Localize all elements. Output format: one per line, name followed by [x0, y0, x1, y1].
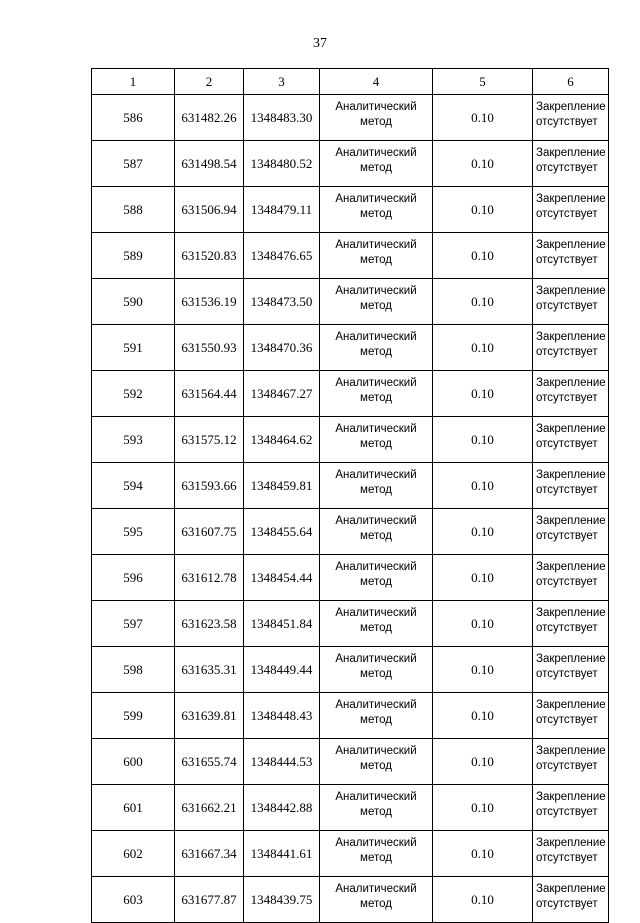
note-cell [533, 279, 609, 325]
column-header-1: 1 [92, 69, 175, 95]
method-cell-line: метод [360, 162, 392, 174]
note-cell-line: отсутствует [536, 622, 598, 634]
accuracy-cell: 0.10 [433, 95, 533, 141]
x-coordinate-cell: 631655.74 [175, 739, 244, 785]
table-row [92, 509, 609, 555]
x-coordinate-cell: 631639.81 [175, 693, 244, 739]
x-coordinate-cell: 631564.44 [175, 371, 244, 417]
method-cell [320, 877, 433, 923]
y-coordinate-cell: 1348454.44 [244, 555, 320, 601]
method-cell-line: Аналитический [335, 331, 417, 343]
note-cell [533, 647, 609, 693]
table-row [92, 877, 609, 923]
table-row [92, 601, 609, 647]
note-cell-line: отсутствует [536, 208, 598, 220]
method-cell-line: метод [360, 484, 392, 496]
note-cell-line: Закрепление [536, 515, 606, 527]
method-cell-line: метод [360, 852, 392, 864]
method-cell [320, 279, 433, 325]
method-cell-line: метод [360, 346, 392, 358]
method-cell [320, 785, 433, 831]
table-row [92, 233, 609, 279]
method-cell-line: Аналитический [335, 239, 417, 251]
method-cell-line: Аналитический [335, 791, 417, 803]
point-number-cell: 594 [92, 463, 175, 509]
note-cell-line: отсутствует [536, 530, 598, 542]
method-cell-line: Аналитический [335, 193, 417, 205]
accuracy-cell: 0.10 [433, 187, 533, 233]
x-coordinate-cell: 631612.78 [175, 555, 244, 601]
note-cell-line: Закрепление [536, 331, 606, 343]
x-coordinate-cell: 631667.34 [175, 831, 244, 877]
x-coordinate-cell: 631593.66 [175, 463, 244, 509]
method-cell-line: Аналитический [335, 377, 417, 389]
x-coordinate-cell: 631550.93 [175, 325, 244, 371]
note-cell-line: Закрепление [536, 469, 606, 481]
table-row [92, 555, 609, 601]
note-cell [533, 141, 609, 187]
coordinates-table [91, 68, 609, 923]
point-number-cell: 587 [92, 141, 175, 187]
y-coordinate-cell: 1348442.88 [244, 785, 320, 831]
method-cell-line: метод [360, 208, 392, 220]
note-cell-line: отсутствует [536, 484, 598, 496]
note-cell [533, 233, 609, 279]
point-number-cell: 590 [92, 279, 175, 325]
method-cell-line: метод [360, 392, 392, 404]
method-cell [320, 187, 433, 233]
accuracy-cell: 0.10 [433, 647, 533, 693]
column-header-2: 2 [175, 69, 244, 95]
method-cell-line: Аналитический [335, 837, 417, 849]
method-cell [320, 325, 433, 371]
note-cell [533, 601, 609, 647]
y-coordinate-cell: 1348464.62 [244, 417, 320, 463]
table-row [92, 417, 609, 463]
note-cell-line: Закрепление [536, 699, 606, 711]
note-cell [533, 877, 609, 923]
note-cell-line: Закрепление [536, 561, 606, 573]
method-cell-line: метод [360, 300, 392, 312]
method-cell-line: Аналитический [335, 653, 417, 665]
y-coordinate-cell: 1348444.53 [244, 739, 320, 785]
note-cell-line: отсутствует [536, 300, 598, 312]
note-cell [533, 785, 609, 831]
column-header-5: 5 [433, 69, 533, 95]
point-number-cell: 598 [92, 647, 175, 693]
note-cell-line: Закрепление [536, 193, 606, 205]
method-cell [320, 95, 433, 141]
point-number-cell: 597 [92, 601, 175, 647]
y-coordinate-cell: 1348451.84 [244, 601, 320, 647]
method-cell-line: метод [360, 576, 392, 588]
note-cell-line: Закрепление [536, 101, 606, 113]
point-number-cell: 600 [92, 739, 175, 785]
point-number-cell: 599 [92, 693, 175, 739]
table-row [92, 371, 609, 417]
note-cell-line: отсутствует [536, 346, 598, 358]
x-coordinate-cell: 631536.19 [175, 279, 244, 325]
note-cell-line: отсутствует [536, 806, 598, 818]
note-cell [533, 463, 609, 509]
note-cell [533, 187, 609, 233]
method-cell-line: метод [360, 530, 392, 542]
accuracy-cell: 0.10 [433, 601, 533, 647]
y-coordinate-cell: 1348483.30 [244, 95, 320, 141]
note-cell-line: отсутствует [536, 392, 598, 404]
note-cell [533, 95, 609, 141]
table-row [92, 739, 609, 785]
x-coordinate-cell: 631506.94 [175, 187, 244, 233]
method-cell-line: Аналитический [335, 469, 417, 481]
note-cell-line: Закрепление [536, 285, 606, 297]
note-cell-line: Закрепление [536, 791, 606, 803]
method-cell [320, 647, 433, 693]
table-row [92, 187, 609, 233]
x-coordinate-cell: 631575.12 [175, 417, 244, 463]
method-cell-line: метод [360, 760, 392, 772]
accuracy-cell: 0.10 [433, 739, 533, 785]
note-cell-line: Закрепление [536, 745, 606, 757]
accuracy-cell: 0.10 [433, 417, 533, 463]
note-cell-line: отсутствует [536, 714, 598, 726]
x-coordinate-cell: 631635.31 [175, 647, 244, 693]
x-coordinate-cell: 631520.83 [175, 233, 244, 279]
table-row [92, 95, 609, 141]
note-cell-line: отсутствует [536, 576, 598, 588]
accuracy-cell: 0.10 [433, 509, 533, 555]
y-coordinate-cell: 1348441.61 [244, 831, 320, 877]
accuracy-cell: 0.10 [433, 831, 533, 877]
note-cell-line: Закрепление [536, 837, 606, 849]
method-cell-line: Аналитический [335, 285, 417, 297]
method-cell-line: метод [360, 898, 392, 910]
method-cell-line: Аналитический [335, 561, 417, 573]
y-coordinate-cell: 1348470.36 [244, 325, 320, 371]
method-cell [320, 831, 433, 877]
note-cell [533, 555, 609, 601]
x-coordinate-cell: 631662.21 [175, 785, 244, 831]
table-row [92, 831, 609, 877]
column-header-3: 3 [244, 69, 320, 95]
method-cell [320, 371, 433, 417]
note-cell-line: Закрепление [536, 147, 606, 159]
table-row [92, 785, 609, 831]
note-cell-line: отсутствует [536, 898, 598, 910]
note-cell [533, 509, 609, 555]
x-coordinate-cell: 631623.58 [175, 601, 244, 647]
note-cell-line: отсутствует [536, 254, 598, 266]
method-cell-line: Аналитический [335, 423, 417, 435]
accuracy-cell: 0.10 [433, 555, 533, 601]
method-cell-line: Аналитический [335, 699, 417, 711]
note-cell-line: Закрепление [536, 377, 606, 389]
y-coordinate-cell: 1348459.81 [244, 463, 320, 509]
accuracy-cell: 0.10 [433, 785, 533, 831]
note-cell-line: Закрепление [536, 607, 606, 619]
method-cell-line: метод [360, 622, 392, 634]
accuracy-cell: 0.10 [433, 233, 533, 279]
method-cell [320, 601, 433, 647]
y-coordinate-cell: 1348455.64 [244, 509, 320, 555]
accuracy-cell: 0.10 [433, 325, 533, 371]
note-cell-line: отсутствует [536, 852, 598, 864]
note-cell-line: Закрепление [536, 423, 606, 435]
y-coordinate-cell: 1348448.43 [244, 693, 320, 739]
method-cell-line: метод [360, 254, 392, 266]
table-row [92, 141, 609, 187]
accuracy-cell: 0.10 [433, 279, 533, 325]
accuracy-cell: 0.10 [433, 463, 533, 509]
y-coordinate-cell: 1348439.75 [244, 877, 320, 923]
accuracy-cell: 0.10 [433, 877, 533, 923]
method-cell [320, 555, 433, 601]
method-cell-line: Аналитический [335, 745, 417, 757]
accuracy-cell: 0.10 [433, 141, 533, 187]
point-number-cell: 586 [92, 95, 175, 141]
note-cell-line: Закрепление [536, 883, 606, 895]
method-cell-line: метод [360, 116, 392, 128]
method-cell-line: метод [360, 806, 392, 818]
method-cell-line: метод [360, 438, 392, 450]
point-number-cell: 595 [92, 509, 175, 555]
note-cell [533, 831, 609, 877]
table-row [92, 325, 609, 371]
x-coordinate-cell: 631607.75 [175, 509, 244, 555]
point-number-cell: 601 [92, 785, 175, 831]
x-coordinate-cell: 631482.26 [175, 95, 244, 141]
method-cell [320, 141, 433, 187]
point-number-cell: 596 [92, 555, 175, 601]
x-coordinate-cell: 631677.87 [175, 877, 244, 923]
note-cell [533, 417, 609, 463]
note-cell-line: отсутствует [536, 760, 598, 772]
point-number-cell: 591 [92, 325, 175, 371]
method-cell-line: Аналитический [335, 515, 417, 527]
method-cell [320, 739, 433, 785]
note-cell [533, 371, 609, 417]
note-cell-line: отсутствует [536, 162, 598, 174]
note-cell-line: Закрепление [536, 239, 606, 251]
method-cell-line: метод [360, 714, 392, 726]
point-number-cell: 588 [92, 187, 175, 233]
method-cell [320, 693, 433, 739]
method-cell-line: Аналитический [335, 607, 417, 619]
table-row [92, 463, 609, 509]
note-cell [533, 693, 609, 739]
method-cell [320, 233, 433, 279]
method-cell-line: Аналитический [335, 147, 417, 159]
column-header-6: 6 [533, 69, 609, 95]
point-number-cell: 593 [92, 417, 175, 463]
method-cell [320, 417, 433, 463]
point-number-cell: 592 [92, 371, 175, 417]
note-cell-line: отсутствует [536, 438, 598, 450]
page-number: 37 [313, 36, 327, 51]
table-row [92, 693, 609, 739]
note-cell-line: Закрепление [536, 653, 606, 665]
y-coordinate-cell: 1348449.44 [244, 647, 320, 693]
method-cell-line: Аналитический [335, 883, 417, 895]
point-number-cell: 603 [92, 877, 175, 923]
point-number-cell: 602 [92, 831, 175, 877]
y-coordinate-cell: 1348479.11 [244, 187, 320, 233]
y-coordinate-cell: 1348473.50 [244, 279, 320, 325]
accuracy-cell: 0.10 [433, 371, 533, 417]
table-row [92, 279, 609, 325]
y-coordinate-cell: 1348480.52 [244, 141, 320, 187]
accuracy-cell: 0.10 [433, 693, 533, 739]
method-cell [320, 509, 433, 555]
note-cell [533, 325, 609, 371]
table-header-row [92, 69, 609, 95]
note-cell [533, 739, 609, 785]
y-coordinate-cell: 1348476.65 [244, 233, 320, 279]
y-coordinate-cell: 1348467.27 [244, 371, 320, 417]
method-cell-line: метод [360, 668, 392, 680]
note-cell-line: отсутствует [536, 668, 598, 680]
method-cell-line: Аналитический [335, 101, 417, 113]
point-number-cell: 589 [92, 233, 175, 279]
table-row [92, 647, 609, 693]
note-cell-line: отсутствует [536, 116, 598, 128]
column-header-4: 4 [320, 69, 433, 95]
method-cell [320, 463, 433, 509]
x-coordinate-cell: 631498.54 [175, 141, 244, 187]
